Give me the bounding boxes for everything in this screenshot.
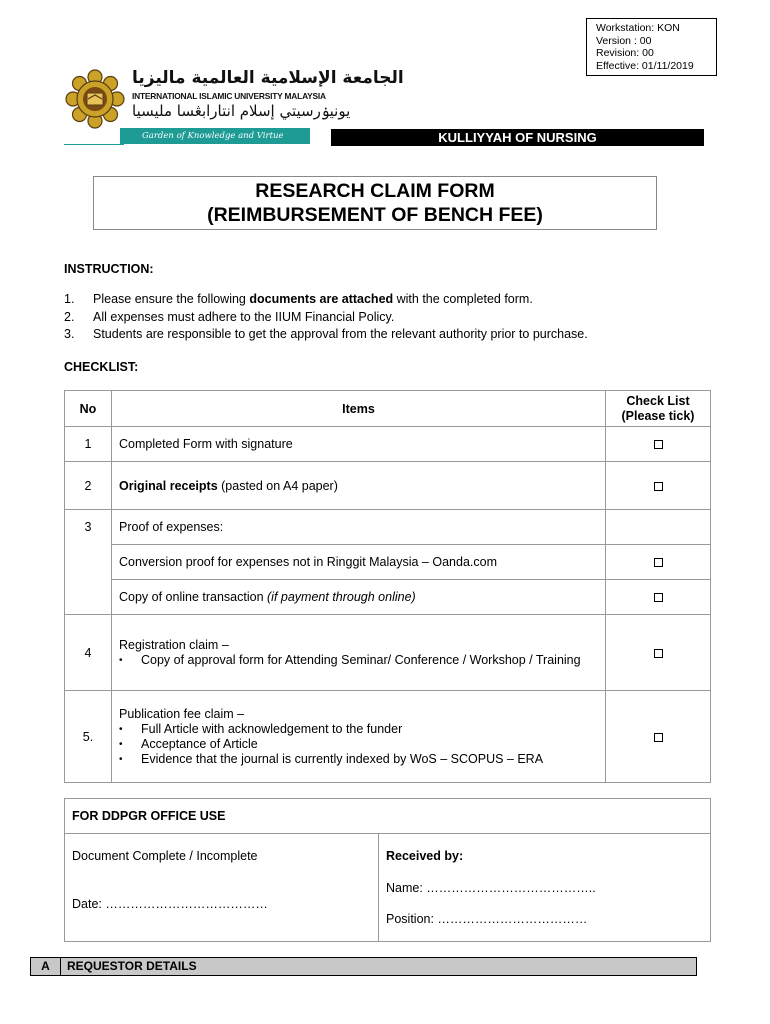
bullet-item — [119, 752, 605, 767]
bullet-item — [119, 737, 605, 752]
form-title-line1: RESEARCH CLAIM FORM — [255, 180, 495, 202]
form-title-box — [93, 176, 657, 230]
instruction-text: Please ensure the following documents are attached with the completed form. — [93, 292, 533, 306]
table-row — [65, 545, 711, 580]
bullet-item — [119, 653, 605, 668]
col-check-header-line2: (Please tick) — [621, 408, 695, 423]
logo-english-name: INTERNATIONAL ISLAMIC UNIVERSITY MALAYSIA — [132, 91, 326, 101]
requestor-section-letter: A — [31, 958, 61, 975]
bullet-item — [119, 722, 605, 737]
col-check-header-line1: Check List — [626, 393, 690, 408]
document-status-text: Document Complete / Incomplete — [72, 849, 258, 863]
logo-underline — [64, 144, 124, 145]
checkbox-icon[interactable] — [654, 649, 663, 658]
bullet-icon: • — [119, 753, 123, 765]
row-item-text: Proof of expenses: — [112, 510, 606, 545]
logo-tagline: Garden of Knowledge and Virtue — [120, 128, 310, 144]
instruction-number: 1. — [64, 292, 75, 306]
checklist-header-row — [65, 391, 711, 427]
row-check-cell — [606, 691, 711, 783]
col-no-header: No — [65, 391, 112, 427]
row-check-cell — [606, 615, 711, 691]
office-name-field[interactable]: Name: ………………………………….. — [386, 881, 596, 895]
checklist-table — [64, 390, 711, 783]
checkbox-icon[interactable] — [654, 482, 663, 491]
instruction-item — [64, 309, 724, 327]
workstation-text: Workstation: KON — [596, 22, 680, 34]
row-check-cell — [606, 545, 711, 580]
version-text: Version : 00 — [596, 34, 652, 47]
logo-arabic-name: الجامعة الإسلامية العالمية ماليزيا — [132, 68, 404, 88]
row-number: 5. — [65, 691, 112, 783]
instruction-number: 3. — [64, 327, 75, 341]
requestor-section-bar — [30, 957, 697, 976]
office-position-field[interactable]: Position: ……………………………… — [386, 912, 588, 926]
instruction-heading: INSTRUCTION: — [64, 262, 154, 276]
office-use-table — [64, 798, 711, 942]
instruction-item — [64, 291, 724, 309]
effective-date-text: Effective: 01/11/2019 — [596, 59, 694, 72]
bullet-icon: • — [119, 654, 123, 666]
checklist-heading: CHECKLIST: — [64, 360, 139, 374]
office-use-body-row — [65, 834, 711, 942]
col-check-header — [606, 391, 711, 427]
row-number: 3 — [65, 510, 112, 615]
table-row — [65, 615, 711, 691]
row-check-cell — [606, 580, 711, 615]
kulliyyah-banner: KULLIYYAH OF NURSING — [331, 129, 704, 146]
row-item-text — [112, 615, 606, 691]
bullet-text: Copy of approval form for Attending Seminar/ Conference / Workshop / Training — [141, 652, 581, 667]
requestor-section-label: REQUESTOR DETAILS — [67, 959, 197, 973]
checkbox-icon[interactable] — [654, 558, 663, 567]
col-items-header: Items — [112, 391, 606, 427]
bullet-icon: • — [119, 738, 123, 750]
row-item-text: Completed Form with signature — [112, 427, 606, 462]
logo-jawi-name: يونيۏرسيتي إسلام انتارابڠسا مليسيا — [132, 102, 351, 120]
bullet-text: Evidence that the journal is currently indexed by WoS – SCOPUS – ERA — [141, 751, 544, 766]
table-row — [65, 510, 711, 545]
row-number: 1 — [65, 427, 112, 462]
bullet-text: Acceptance of Article — [141, 736, 258, 751]
row-item-heading: Registration claim – — [119, 637, 229, 652]
row-check-cell — [606, 427, 711, 462]
instruction-list — [64, 291, 724, 344]
row-item-text: Copy of online transaction (if payment through online) — [112, 580, 606, 615]
row-item-text: Original receipts (pasted on A4 paper) — [112, 462, 606, 510]
row-check-cell — [606, 462, 711, 510]
instruction-text: All expenses must adhere to the IIUM Financial Policy. — [93, 309, 395, 324]
bullet-text: Full Article with acknowledgement to the funder — [141, 721, 403, 736]
received-by-label: Received by: — [386, 849, 464, 863]
row-check-cell-empty — [606, 510, 711, 545]
instruction-number: 2. — [64, 309, 75, 324]
iium-emblem-icon — [64, 68, 126, 130]
table-row — [65, 427, 711, 462]
checkbox-icon[interactable] — [654, 733, 663, 742]
revision-text: Revision: 00 — [596, 47, 654, 59]
table-row — [65, 580, 711, 615]
office-date-field[interactable]: Date: ………………………………… — [72, 897, 268, 911]
instruction-item — [64, 326, 724, 344]
checkbox-icon[interactable] — [654, 593, 663, 602]
instruction-text: Students are responsible to get the approval from the relevant authority prior to purchase. — [93, 327, 588, 341]
row-number: 2 — [65, 462, 112, 510]
office-use-header-row — [65, 799, 711, 834]
bullet-icon: • — [119, 723, 123, 735]
table-row — [65, 691, 711, 783]
iium-logo — [64, 64, 404, 146]
row-item-text — [112, 691, 606, 783]
revision-info-box — [586, 18, 717, 76]
row-item-heading: Publication fee claim – — [119, 706, 245, 721]
table-row — [65, 462, 711, 510]
office-use-right-cell — [379, 834, 711, 942]
row-item-text: Conversion proof for expenses not in Ringgit Malaysia – Oanda.com — [112, 545, 606, 580]
office-use-left-cell — [65, 834, 379, 942]
form-title-line2: (REIMBURSEMENT OF BENCH FEE) — [207, 204, 543, 226]
checkbox-icon[interactable] — [654, 440, 663, 449]
row-number: 4 — [65, 615, 112, 691]
office-use-heading: FOR DDPGR OFFICE USE — [65, 799, 711, 834]
